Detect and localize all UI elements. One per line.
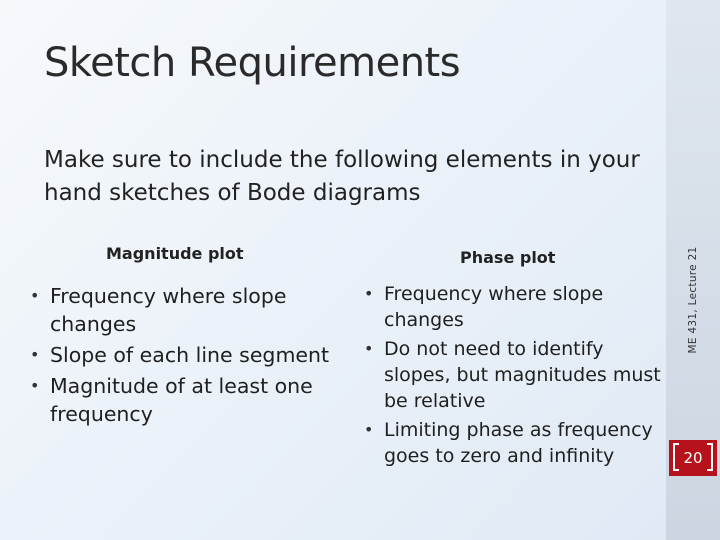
magnitude-plot-heading: Magnitude plot [106,244,244,263]
slide-title: Sketch Requirements [44,40,461,86]
list-item: • Slope of each line segment [28,341,338,369]
page-number-badge [669,440,717,476]
list-item: • Frequency where slope changes [362,281,662,333]
bracket-right-icon [707,443,713,471]
list-item: • Do not need to identify slopes, but magnitudes must be relative [362,336,662,414]
list-item: • Frequency where slope changes [28,282,338,338]
bracket-left-icon [673,443,679,471]
page-number: 20 [683,449,703,467]
phase-plot-heading: Phase plot [460,248,556,267]
slide-subtitle: Make sure to include the following elements in your hand sketches of Bode diagrams [44,147,640,206]
course-label: ME 431, Lecture 21 [687,246,699,354]
list-item: • Limiting phase as frequency goes to zero and infinity [362,417,662,469]
magnitude-plot-list [28,282,338,431]
list-item: • Magnitude of at least one frequency [28,372,338,428]
phase-plot-list [362,281,662,472]
